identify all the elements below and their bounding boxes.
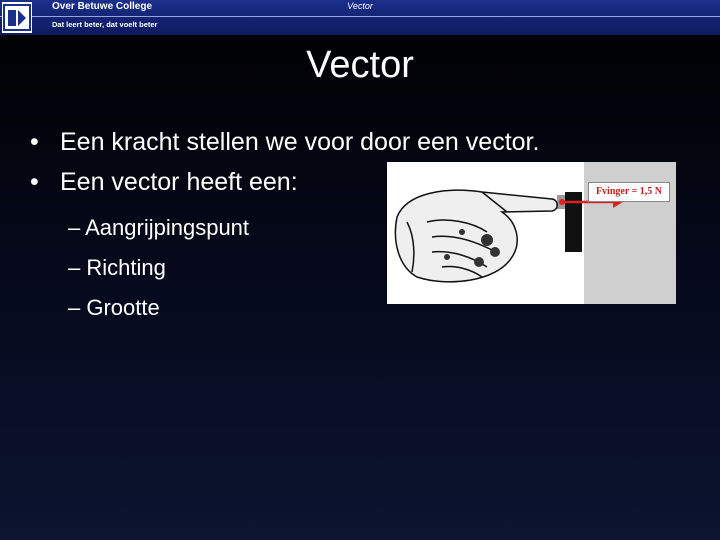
list-item — [30, 122, 539, 162]
school-slogan: Dat leert beter, dat voelt beter — [52, 20, 158, 29]
bullet-text: Een kracht stellen we voor door een vector. — [60, 128, 540, 156]
header-rule — [0, 16, 720, 17]
force-label: Fvinger = 1,5 N — [588, 182, 670, 202]
sub-list-item: – Aangrijpingspunt — [68, 215, 250, 240]
header-bar — [0, 0, 720, 35]
bullet-dot-icon: • — [30, 168, 39, 196]
bullet-dot-icon: • — [30, 128, 39, 156]
sub-list-item: – Grootte — [68, 295, 160, 320]
pointing-hand-icon — [395, 190, 557, 282]
sub-bullet-list — [68, 208, 249, 328]
header-slide-title: Vector — [347, 1, 373, 11]
page-title: Vector — [306, 44, 414, 86]
bullet-text: Een vector heeft een: — [60, 168, 298, 196]
school-name: Over Betuwe College — [52, 1, 153, 12]
application-point-icon — [559, 199, 565, 205]
sub-list-item: – Richting — [68, 255, 166, 280]
